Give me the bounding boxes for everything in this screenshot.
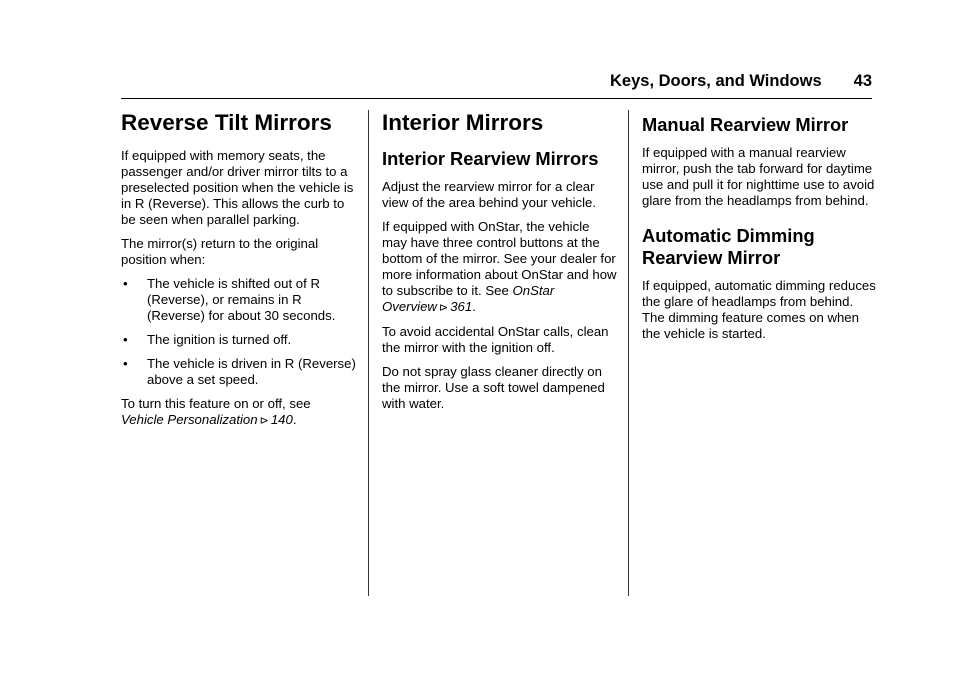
bullet-icon: • [123,356,128,371]
punctuation: . [292,412,297,427]
heading-interior-rearview-mirrors: Interior Rearview Mirrors [382,148,599,169]
column-interior-mirrors [382,110,618,420]
paragraph: Do not spray glass cleaner directly on the mirror. Use a soft towel dampened with water. [382,364,605,411]
paragraph: The mirror(s) return to the original position when: [121,236,319,267]
heading-reverse-tilt-mirrors: Reverse Tilt Mirrors [121,110,332,135]
punctuation: . [472,299,476,314]
cross-reference-link[interactable]: Vehicle Personalization [121,412,258,427]
paragraph: If equipped, automatic dimming reduces the glare of headlamps from behind. The dimming feature comes on when the vehicle is started. [642,278,876,341]
bullet-item [121,356,357,388]
column-divider [628,110,629,596]
reference-page-number[interactable]: 361 [450,299,473,314]
page-reference-icon: ⊳ [438,302,449,314]
heading-interior-mirrors: Interior Mirrors [382,110,544,135]
heading-manual-rearview-mirror: Manual Rearview Mirror [642,114,849,135]
paragraph: To avoid accidental OnStar calls, clean the mirror with the ignition off. [382,324,609,355]
section-title: Keys, Doors, and Windows [610,72,822,90]
column-reverse-tilt-mirrors [121,110,357,437]
bullet-text: The vehicle is shifted out of R (Reverse), or remains in R (Reverse) for about 30 seconds. [147,276,336,323]
paragraph: Adjust the rearview mirror for a clear view of the area behind your vehicle. [382,179,597,210]
cross-reference-link[interactable]: OnStar Overview [382,283,555,314]
bullet-item [121,332,357,348]
heading-automatic-dimming-rearview-mirror: Automatic Dimming Rearview Mirror [642,225,815,268]
paragraph-text: To turn this feature on or off, see [121,396,311,411]
header-rule [121,98,872,99]
bullet-icon: • [123,332,128,347]
bullet-icon: • [123,276,128,291]
bullet-item [121,276,357,324]
bullet-text: The ignition is turned off. [147,332,292,347]
reference-page-number[interactable]: 140 [270,412,293,427]
running-header [121,72,872,94]
paragraph-cross-reference [121,396,357,429]
page-reference-icon: ⊳ [259,415,269,427]
see-label: See [485,283,509,298]
column-divider [368,110,369,596]
paragraph: If equipped with memory seats, the passenger and/or driver mirror tilts to a preselected position when the vehicle is in R (Reverse). This allows the curb to be seen when parallel parking. [121,148,354,227]
column-rearview-mirrors [642,110,878,350]
paragraph-cross-reference [382,219,618,316]
bullet-text: The vehicle is driven in R (Reverse) above a set speed. [147,356,356,387]
page-number: 43 [853,72,872,90]
paragraph-text: If equipped with OnStar, the vehicle may have three control buttons at the bottom of the mirror. See your dealer for more information about OnStar and how to subscribe to it. [382,219,617,298]
paragraph: If equipped with a manual rearview mirror, push the tab forward for daytime use and pull it for nighttime use to avoid glare from the headlamps from behind. [642,145,875,208]
